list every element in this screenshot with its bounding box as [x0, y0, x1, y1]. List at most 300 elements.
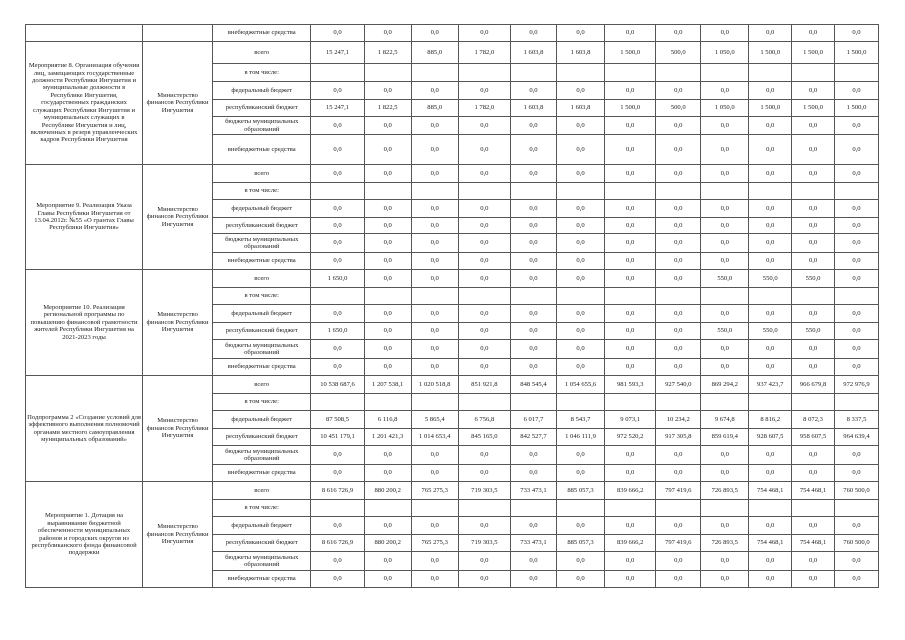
value-cell: 0,0 — [792, 465, 835, 482]
value-cell: 0,0 — [364, 446, 411, 465]
value-cell: 0,0 — [701, 253, 749, 270]
value-cell: 0,0 — [834, 571, 878, 588]
value-cell: 0,0 — [605, 446, 656, 465]
value-cell: 0,0 — [834, 552, 878, 571]
empty-value-cell — [364, 64, 411, 82]
value-cell: 0,0 — [556, 165, 604, 183]
value-cell: 733 473,1 — [511, 535, 557, 552]
value-cell: 0,0 — [458, 270, 510, 288]
value-cell: 0,0 — [749, 82, 792, 100]
value-cell: 760 500,0 — [834, 535, 878, 552]
empty-value-cell — [792, 183, 835, 200]
value-cell: 0,0 — [749, 305, 792, 323]
value-cell: 0,0 — [656, 165, 701, 183]
empty-value-cell — [511, 64, 557, 82]
value-cell: 0,0 — [511, 571, 557, 588]
value-cell: 0,0 — [458, 165, 510, 183]
value-cell: 928 607,5 — [749, 429, 792, 446]
value-cell: 0,0 — [792, 446, 835, 465]
value-cell: 937 423,7 — [749, 376, 792, 394]
empty-value-cell — [311, 288, 364, 305]
value-cell: 0,0 — [792, 552, 835, 571]
value-cell: 0,0 — [511, 270, 557, 288]
value-cell: 0,0 — [749, 253, 792, 270]
value-cell: 0,0 — [411, 82, 458, 100]
empty-value-cell — [701, 288, 749, 305]
value-cell: 0,0 — [656, 517, 701, 535]
empty-value-cell — [834, 64, 878, 82]
value-cell: 0,0 — [605, 305, 656, 323]
value-cell: 0,0 — [605, 323, 656, 340]
value-cell: 0,0 — [834, 446, 878, 465]
value-cell: 754 468,1 — [749, 535, 792, 552]
funding-source-municipal: бюджеты муниципальных образований — [213, 117, 311, 135]
value-cell: 0,0 — [834, 82, 878, 100]
value-cell: 0,0 — [556, 270, 604, 288]
value-cell: 765 275,3 — [411, 482, 458, 500]
funding-source-total: всего — [213, 165, 311, 183]
empty-value-cell — [792, 64, 835, 82]
value-cell: 10 451 179,1 — [311, 429, 364, 446]
value-cell: 1 500,0 — [834, 100, 878, 117]
value-cell: 842 527,7 — [511, 429, 557, 446]
value-cell: 0,0 — [749, 340, 792, 359]
value-cell: 0,0 — [656, 446, 701, 465]
empty-value-cell — [411, 64, 458, 82]
empty-value-cell — [556, 288, 604, 305]
value-cell: 0,0 — [411, 234, 458, 253]
value-cell: 0,0 — [834, 218, 878, 234]
value-cell: 0,0 — [701, 218, 749, 234]
funding-source-total: всего — [213, 270, 311, 288]
value-cell: 0,0 — [458, 135, 510, 165]
value-cell: 550,0 — [749, 270, 792, 288]
value-cell: 1 822,5 — [364, 42, 411, 64]
value-cell: 0,0 — [605, 359, 656, 376]
value-cell: 0,0 — [701, 552, 749, 571]
value-cell: 0,0 — [656, 117, 701, 135]
funding-source-republic: республиканский бюджет — [213, 535, 311, 552]
value-cell: 0,0 — [701, 200, 749, 218]
value-cell: 0,0 — [834, 305, 878, 323]
responsible-executor: Министерство финансов Республики Ингушетия — [143, 270, 213, 376]
table-row — [26, 42, 879, 64]
value-cell: 0,0 — [511, 323, 557, 340]
responsible-executor: Министерство финансов Республики Ингушетия — [143, 376, 213, 482]
empty-value-cell — [458, 288, 510, 305]
value-cell: 0,0 — [458, 446, 510, 465]
value-cell: 0,0 — [311, 571, 364, 588]
value-cell: 0,0 — [656, 135, 701, 165]
value-cell: 0,0 — [364, 165, 411, 183]
value-cell: 0,0 — [792, 517, 835, 535]
value-cell: 550,0 — [701, 323, 749, 340]
value-cell: 0,0 — [701, 25, 749, 42]
value-cell: 719 303,5 — [458, 482, 510, 500]
value-cell: 550,0 — [701, 270, 749, 288]
empty-value-cell — [364, 500, 411, 517]
value-cell: 0,0 — [511, 253, 557, 270]
value-cell: 1 782,0 — [458, 100, 510, 117]
value-cell: 0,0 — [834, 234, 878, 253]
value-cell: 0,0 — [834, 359, 878, 376]
value-cell: 0,0 — [749, 200, 792, 218]
value-cell: 0,0 — [511, 234, 557, 253]
value-cell: 0,0 — [411, 135, 458, 165]
table-row — [26, 482, 879, 500]
value-cell: 0,0 — [656, 359, 701, 376]
value-cell: 0,0 — [701, 446, 749, 465]
value-cell: 1 054 655,6 — [556, 376, 604, 394]
value-cell: 0,0 — [511, 305, 557, 323]
value-cell: 0,0 — [311, 340, 364, 359]
empty-value-cell — [411, 288, 458, 305]
value-cell: 0,0 — [701, 571, 749, 588]
value-cell: 0,0 — [556, 253, 604, 270]
value-cell: 0,0 — [411, 571, 458, 588]
value-cell: 0,0 — [749, 359, 792, 376]
value-cell: 0,0 — [792, 253, 835, 270]
value-cell: 754 468,1 — [792, 482, 835, 500]
value-cell: 0,0 — [701, 234, 749, 253]
value-cell: 0,0 — [656, 465, 701, 482]
funding-source-federal: федеральный бюджет — [213, 200, 311, 218]
value-cell: 0,0 — [605, 270, 656, 288]
value-cell: 885 057,3 — [556, 535, 604, 552]
value-cell: 0,0 — [605, 165, 656, 183]
value-cell: 845 165,0 — [458, 429, 510, 446]
value-cell: 885 057,3 — [556, 482, 604, 500]
funding-source-offbudget: внебюджетные средства — [213, 135, 311, 165]
value-cell: 0,0 — [511, 340, 557, 359]
funding-source-total: всего — [213, 482, 311, 500]
value-cell: 0,0 — [458, 234, 510, 253]
empty-value-cell — [511, 394, 557, 411]
value-cell: 733 473,1 — [511, 482, 557, 500]
value-cell: 765 275,3 — [411, 535, 458, 552]
value-cell: 1 500,0 — [792, 42, 835, 64]
value-cell: 0,0 — [556, 117, 604, 135]
value-cell: 0,0 — [656, 82, 701, 100]
empty-value-cell — [656, 183, 701, 200]
value-cell: 1 603,8 — [556, 42, 604, 64]
funding-source-including: в том числе: — [213, 64, 311, 82]
empty-value-cell — [311, 500, 364, 517]
value-cell: 885,0 — [411, 100, 458, 117]
value-cell: 0,0 — [605, 200, 656, 218]
value-cell: 1 603,8 — [511, 42, 557, 64]
value-cell: 0,0 — [311, 117, 364, 135]
value-cell: 0,0 — [458, 359, 510, 376]
measure-name: Мероприятие 9. Реализация Указа Главы Республики Ингушетия от 13.04.2012г. №55 «О грантах Главы Республики Ингушетия» — [26, 165, 143, 270]
empty-value-cell — [511, 183, 557, 200]
value-cell: 1 650,0 — [311, 270, 364, 288]
value-cell: 0,0 — [411, 200, 458, 218]
value-cell: 0,0 — [556, 571, 604, 588]
empty-value-cell — [656, 500, 701, 517]
empty-value-cell — [605, 64, 656, 82]
value-cell: 0,0 — [556, 517, 604, 535]
value-cell: 0,0 — [792, 340, 835, 359]
value-cell: 0,0 — [605, 253, 656, 270]
value-cell: 848 545,4 — [511, 376, 557, 394]
empty-value-cell — [556, 394, 604, 411]
empty-value-cell — [656, 64, 701, 82]
value-cell: 0,0 — [311, 305, 364, 323]
value-cell: 0,0 — [792, 359, 835, 376]
value-cell: 0,0 — [556, 340, 604, 359]
value-cell: 0,0 — [311, 253, 364, 270]
value-cell: 0,0 — [605, 218, 656, 234]
empty-value-cell — [556, 183, 604, 200]
value-cell: 0,0 — [701, 305, 749, 323]
value-cell: 1 014 653,4 — [411, 429, 458, 446]
empty-value-cell — [834, 288, 878, 305]
value-cell: 15 247,1 — [311, 100, 364, 117]
value-cell: 0,0 — [656, 200, 701, 218]
measure-name: Мероприятие 1. Дотация на выравнивание бюджетной обеспеченности муниципальных районов и городских округов из республиканского фонда финансовой поддержки — [26, 482, 143, 588]
value-cell: 0,0 — [834, 165, 878, 183]
value-cell: 0,0 — [511, 218, 557, 234]
value-cell: 0,0 — [656, 234, 701, 253]
value-cell: 0,0 — [311, 200, 364, 218]
value-cell: 0,0 — [311, 135, 364, 165]
value-cell: 0,0 — [458, 218, 510, 234]
value-cell: 0,0 — [364, 323, 411, 340]
value-cell: 0,0 — [792, 234, 835, 253]
value-cell: 0,0 — [834, 117, 878, 135]
value-cell: 0,0 — [556, 135, 604, 165]
empty-value-cell — [701, 183, 749, 200]
value-cell: 0,0 — [656, 270, 701, 288]
funding-source-municipal: бюджеты муниципальных образований — [213, 234, 311, 253]
value-cell: 0,0 — [364, 135, 411, 165]
value-cell: 0,0 — [656, 571, 701, 588]
value-cell: 0,0 — [749, 571, 792, 588]
value-cell: 0,0 — [556, 234, 604, 253]
table-row — [26, 376, 879, 394]
value-cell: 0,0 — [411, 253, 458, 270]
funding-source-including: в том числе: — [213, 394, 311, 411]
value-cell: 0,0 — [749, 234, 792, 253]
table-row — [26, 25, 879, 42]
value-cell: 0,0 — [411, 517, 458, 535]
value-cell: 0,0 — [411, 165, 458, 183]
value-cell: 0,0 — [556, 305, 604, 323]
empty-value-cell — [458, 394, 510, 411]
value-cell: 1 822,5 — [364, 100, 411, 117]
value-cell: 0,0 — [458, 117, 510, 135]
value-cell: 0,0 — [511, 135, 557, 165]
value-cell: 0,0 — [792, 218, 835, 234]
value-cell: 966 679,8 — [792, 376, 835, 394]
value-cell: 8 616 726,9 — [311, 482, 364, 500]
value-cell: 0,0 — [364, 465, 411, 482]
value-cell: 0,0 — [411, 270, 458, 288]
value-cell: 0,0 — [656, 340, 701, 359]
value-cell: 0,0 — [656, 253, 701, 270]
value-cell: 9 073,1 — [605, 411, 656, 429]
value-cell: 0,0 — [458, 200, 510, 218]
value-cell: 1 050,0 — [701, 100, 749, 117]
empty-value-cell — [311, 183, 364, 200]
empty-value-cell — [701, 394, 749, 411]
value-cell: 0,0 — [364, 82, 411, 100]
value-cell: 0,0 — [364, 517, 411, 535]
value-cell: 0,0 — [556, 552, 604, 571]
value-cell: 0,0 — [701, 359, 749, 376]
funding-source-municipal: бюджеты муниципальных образований — [213, 552, 311, 571]
value-cell: 0,0 — [311, 25, 364, 42]
value-cell: 0,0 — [364, 234, 411, 253]
value-cell: 1 201 421,3 — [364, 429, 411, 446]
value-cell: 0,0 — [311, 517, 364, 535]
value-cell: 0,0 — [311, 465, 364, 482]
value-cell: 1 050,0 — [701, 42, 749, 64]
value-cell: 0,0 — [556, 200, 604, 218]
value-cell: 0,0 — [311, 446, 364, 465]
value-cell: 0,0 — [311, 218, 364, 234]
value-cell: 1 500,0 — [605, 42, 656, 64]
source-cell: внебюджетные средства — [213, 25, 311, 42]
value-cell: 0,0 — [656, 323, 701, 340]
value-cell: 0,0 — [792, 165, 835, 183]
value-cell: 0,0 — [749, 218, 792, 234]
value-cell: 0,0 — [364, 253, 411, 270]
value-cell: 0,0 — [411, 359, 458, 376]
measure-name: Мероприятие 10. Реализация региональной программы по повышению финансовой грамотности жителей Республики Ингушетия на 2021-2023 годы — [26, 270, 143, 376]
empty-value-cell — [458, 64, 510, 82]
value-cell: 0,0 — [364, 359, 411, 376]
empty-value-cell — [364, 288, 411, 305]
value-cell: 0,0 — [511, 25, 557, 42]
funding-source-total: всего — [213, 376, 311, 394]
value-cell: 0,0 — [749, 517, 792, 535]
value-cell: 719 303,5 — [458, 535, 510, 552]
value-cell: 0,0 — [701, 82, 749, 100]
value-cell: 0,0 — [605, 82, 656, 100]
value-cell: 550,0 — [792, 270, 835, 288]
value-cell: 0,0 — [701, 517, 749, 535]
value-cell: 0,0 — [656, 218, 701, 234]
value-cell: 0,0 — [458, 552, 510, 571]
value-cell: 839 666,2 — [605, 535, 656, 552]
funding-source-federal: федеральный бюджет — [213, 305, 311, 323]
funding-source-municipal: бюджеты муниципальных образований — [213, 446, 311, 465]
empty-value-cell — [605, 394, 656, 411]
empty-value-cell — [311, 64, 364, 82]
empty-value-cell — [792, 500, 835, 517]
value-cell: 0,0 — [511, 117, 557, 135]
value-cell: 0,0 — [656, 305, 701, 323]
table-row — [26, 270, 879, 288]
empty-value-cell — [605, 288, 656, 305]
empty-value-cell — [834, 500, 878, 517]
funding-source-offbudget: внебюджетные средства — [213, 465, 311, 482]
empty-responsible-cell — [143, 25, 213, 42]
value-cell: 0,0 — [605, 571, 656, 588]
value-cell: 0,0 — [556, 446, 604, 465]
value-cell: 0,0 — [311, 82, 364, 100]
value-cell: 0,0 — [749, 135, 792, 165]
value-cell: 5 865,4 — [411, 411, 458, 429]
value-cell: 0,0 — [701, 117, 749, 135]
value-cell: 839 666,2 — [605, 482, 656, 500]
funding-source-federal: федеральный бюджет — [213, 517, 311, 535]
value-cell: 0,0 — [605, 340, 656, 359]
value-cell: 851 921,8 — [458, 376, 510, 394]
value-cell: 754 468,1 — [749, 482, 792, 500]
budget-table — [25, 24, 879, 588]
value-cell: 1 500,0 — [749, 42, 792, 64]
value-cell: 0,0 — [556, 82, 604, 100]
value-cell: 0,0 — [749, 552, 792, 571]
value-cell: 0,0 — [364, 270, 411, 288]
empty-value-cell — [701, 500, 749, 517]
empty-value-cell — [656, 394, 701, 411]
value-cell: 0,0 — [834, 340, 878, 359]
value-cell: 8 337,5 — [834, 411, 878, 429]
value-cell: 880 200,2 — [364, 482, 411, 500]
value-cell: 760 500,0 — [834, 482, 878, 500]
value-cell: 500,0 — [656, 100, 701, 117]
value-cell: 0,0 — [411, 117, 458, 135]
value-cell: 0,0 — [364, 25, 411, 42]
value-cell: 0,0 — [556, 323, 604, 340]
empty-value-cell — [411, 183, 458, 200]
value-cell: 0,0 — [411, 25, 458, 42]
value-cell: 0,0 — [792, 82, 835, 100]
responsible-executor: Министерство финансов Республики Ингушетия — [143, 42, 213, 165]
empty-value-cell — [364, 394, 411, 411]
funding-source-republic: республиканский бюджет — [213, 100, 311, 117]
empty-value-cell — [749, 183, 792, 200]
empty-value-cell — [834, 183, 878, 200]
empty-value-cell — [749, 64, 792, 82]
value-cell: 0,0 — [749, 117, 792, 135]
value-cell: 981 593,3 — [605, 376, 656, 394]
value-cell: 0,0 — [311, 234, 364, 253]
value-cell: 0,0 — [701, 165, 749, 183]
value-cell: 0,0 — [364, 340, 411, 359]
funding-source-republic: республиканский бюджет — [213, 323, 311, 340]
value-cell: 0,0 — [792, 305, 835, 323]
value-cell: 958 607,5 — [792, 429, 835, 446]
value-cell: 0,0 — [458, 571, 510, 588]
value-cell: 797 419,6 — [656, 535, 701, 552]
value-cell: 964 639,4 — [834, 429, 878, 446]
value-cell: 972 976,9 — [834, 376, 878, 394]
value-cell: 0,0 — [605, 25, 656, 42]
empty-value-cell — [458, 183, 510, 200]
value-cell: 0,0 — [411, 552, 458, 571]
value-cell: 0,0 — [701, 135, 749, 165]
value-cell: 0,0 — [834, 25, 878, 42]
value-cell: 6 017,7 — [511, 411, 557, 429]
funding-source-including: в том числе: — [213, 288, 311, 305]
value-cell: 0,0 — [834, 270, 878, 288]
value-cell: 0,0 — [701, 465, 749, 482]
empty-value-cell — [411, 394, 458, 411]
funding-source-including: в том числе: — [213, 500, 311, 517]
value-cell: 0,0 — [834, 465, 878, 482]
value-cell: 0,0 — [411, 465, 458, 482]
value-cell: 869 294,2 — [701, 376, 749, 394]
empty-value-cell — [511, 500, 557, 517]
value-cell: 10 234,2 — [656, 411, 701, 429]
funding-source-offbudget: внебюджетные средства — [213, 359, 311, 376]
empty-value-cell — [834, 394, 878, 411]
